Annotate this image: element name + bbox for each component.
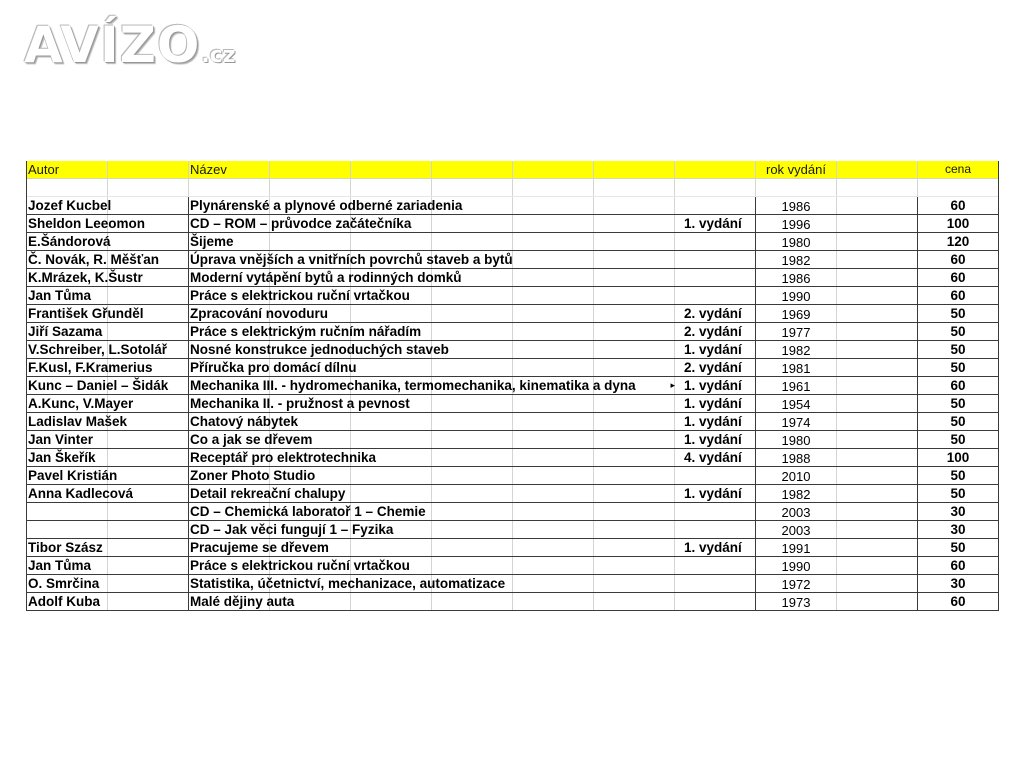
cell-price: 60	[950, 252, 966, 267]
cell-author	[28, 503, 186, 520]
cell-year: 1969	[781, 307, 811, 322]
cell-author: K.Mrázek, K.Šustr	[28, 270, 143, 285]
table-row	[26, 359, 999, 377]
cell-title: Plynárenské a plynové odberné zariadenia	[190, 198, 463, 213]
cell-year: 2003	[781, 505, 811, 520]
logo-wordmark: AVÍZO	[24, 16, 201, 74]
cell-title: CD – Chemická laboratoř 1 – Chemie	[190, 504, 426, 519]
cell-author: Jozef Kucbel	[28, 198, 112, 213]
cell-year: 1982	[781, 253, 811, 268]
cell-title: Šijeme	[190, 234, 234, 249]
table-row	[26, 575, 999, 593]
cell-price: 50	[950, 324, 966, 339]
cell-title: Práce s elektrickou ruční vrtačkou	[190, 558, 410, 573]
cell-year: 1982	[781, 343, 811, 358]
cell-title: Statistika, účetnictví, mechanizace, automatizace	[190, 576, 506, 591]
cell-edition: 1. vydání	[684, 216, 742, 231]
cell-title: Mechanika II. - pružnost a pevnost	[190, 396, 410, 411]
cell-author: Tibor Szász	[28, 540, 103, 555]
cell-author: V.Schreiber, L.Sotolář	[28, 342, 168, 357]
cell-author: Anna Kadlecová	[28, 486, 134, 501]
cell-price: 60	[950, 558, 966, 573]
cell-title: Příručka pro domácí dílnu	[190, 360, 357, 375]
table-row	[26, 431, 999, 449]
cell-title: Detail rekreační chalupy	[190, 486, 346, 501]
table-row	[26, 485, 999, 503]
avizo-logo	[24, 14, 236, 74]
cell-year: 1981	[781, 361, 811, 376]
cell-price: 120	[946, 234, 970, 249]
table-header-row	[26, 161, 999, 179]
cell-price: 60	[950, 594, 966, 609]
header-price: cena	[944, 162, 972, 176]
cell-title: Chatový nábytek	[190, 414, 299, 429]
cell-price: 30	[950, 576, 966, 591]
table-row	[26, 305, 999, 323]
cell-year: 1990	[781, 289, 811, 304]
cell-edition: 1. vydání	[684, 396, 742, 411]
table-row	[26, 215, 999, 233]
cell-title: Pracujeme se dřevem	[190, 540, 329, 555]
cell-year: 2010	[781, 469, 811, 484]
cell-price: 30	[950, 522, 966, 537]
cell-edition: 1. vydání	[684, 342, 742, 357]
cell-price: 50	[950, 540, 966, 555]
cell-title: Práce s elektrickou ruční vrtačkou	[190, 288, 410, 303]
cell-price: 50	[950, 486, 966, 501]
table-row	[26, 251, 999, 269]
cell-price: 50	[950, 396, 966, 411]
table-body	[26, 197, 999, 611]
cell-year: 1996	[781, 217, 811, 232]
cell-edition: 1. vydání	[684, 432, 742, 447]
cell-price: 60	[950, 378, 966, 393]
cell-author: Jiří Sazama	[28, 324, 103, 339]
cell-price: 60	[950, 198, 966, 213]
header-year: rok vydání	[766, 162, 826, 177]
cell-author: F.Kusl, F.Kramerius	[28, 360, 153, 375]
table-row	[26, 467, 999, 485]
cell-author: O. Smrčina	[28, 576, 100, 591]
cell-year: 1980	[781, 235, 811, 250]
cell-year: 1980	[781, 433, 811, 448]
cell-edition	[684, 269, 764, 286]
cell-edition: 1. vydání	[684, 540, 742, 555]
book-list-table	[26, 161, 999, 611]
cell-title: Mechanika III. - hydromechanika, termomechanika, kinematika a dyna ▸	[190, 377, 675, 394]
cell-year: 1973	[781, 595, 811, 610]
cell-author: A.Kunc, V.Mayer	[28, 396, 134, 411]
cell-title: Malé dějiny auta	[190, 594, 295, 609]
cell-author: Kunc – Daniel – Šidák	[28, 378, 169, 393]
cell-author: Adolf Kuba	[28, 594, 100, 609]
cell-year: 1961	[781, 379, 811, 394]
cell-author	[28, 521, 186, 538]
table-row	[26, 377, 999, 395]
logo-domain-suffix: .cz	[201, 43, 236, 68]
cell-author: Jan Tůma	[28, 558, 92, 573]
cell-year: 1990	[781, 559, 811, 574]
cell-edition	[684, 251, 764, 268]
cell-edition	[684, 233, 764, 250]
cell-author: Ladislav Mašek	[28, 414, 128, 429]
cell-edition	[684, 197, 764, 214]
cell-price: 50	[950, 414, 966, 429]
cell-year: 2003	[781, 523, 811, 538]
table-row	[26, 197, 999, 215]
cell-edition: 2. vydání	[684, 306, 742, 321]
cell-price: 50	[950, 468, 966, 483]
table-row	[26, 413, 999, 431]
cell-author: Jan Vinter	[28, 432, 94, 447]
cell-edition	[684, 503, 764, 520]
cell-author: Sheldon Leeomon	[28, 216, 146, 231]
cell-edition	[684, 575, 764, 592]
cell-title: Co a jak se dřevem	[190, 432, 313, 447]
cell-price: 30	[950, 504, 966, 519]
cell-price: 50	[950, 342, 966, 357]
cell-edition: 1. vydání	[684, 486, 742, 501]
cell-author: Č. Novák, R. Měšťan	[28, 252, 160, 267]
cell-title: Zpracování novoduru	[190, 306, 329, 321]
cell-edition	[684, 521, 764, 538]
table-row	[26, 593, 999, 611]
cell-price: 50	[950, 432, 966, 447]
table-row	[26, 323, 999, 341]
cell-title: Práce s elektrickým ručním nářadím	[190, 324, 422, 339]
table-row	[26, 233, 999, 251]
cell-edition: 2. vydání	[684, 360, 742, 375]
cell-price: 50	[950, 306, 966, 321]
cell-title: Moderní vytápění bytů a rodinných domků	[190, 270, 462, 285]
cell-edition	[684, 467, 764, 484]
table-row	[26, 287, 999, 305]
cell-price: 50	[950, 360, 966, 375]
cell-author: Pavel Kristián	[28, 468, 118, 483]
cell-price: 100	[946, 216, 970, 231]
table-spacer-row	[26, 179, 999, 197]
cell-year: 1986	[781, 199, 811, 214]
header-title: Název	[190, 162, 227, 177]
header-author: Autor	[28, 162, 60, 177]
cell-year: 1991	[781, 541, 811, 556]
table-row	[26, 503, 999, 521]
table-row	[26, 557, 999, 575]
cell-edition: 4. vydání	[684, 450, 742, 465]
cell-edition: 2. vydání	[684, 324, 742, 339]
table-row	[26, 395, 999, 413]
cell-title: Receptář pro elektrotechnika	[190, 450, 377, 465]
table-row	[26, 341, 999, 359]
cell-author: Jan Tůma	[28, 288, 92, 303]
table-row	[26, 539, 999, 557]
cell-author: Jan Škeřík	[28, 450, 96, 465]
cell-price: 60	[950, 270, 966, 285]
cell-author: František Gřunděl	[28, 306, 144, 321]
cell-year: 1972	[781, 577, 811, 592]
cell-year: 1982	[781, 487, 811, 502]
cell-year: 1954	[781, 397, 811, 412]
cell-title: Úprava vnějších a vnitřních povrchů staveb a bytů	[190, 252, 513, 267]
cell-edition	[684, 287, 764, 304]
cell-year: 1988	[781, 451, 811, 466]
cell-year: 1977	[781, 325, 811, 340]
cell-title: Zoner Photo Studio	[190, 468, 316, 483]
cell-year: 1974	[781, 415, 811, 430]
cell-edition	[684, 557, 764, 574]
cell-edition: 1. vydání	[684, 378, 742, 393]
table-row	[26, 269, 999, 287]
cell-price: 100	[946, 450, 970, 465]
cell-edition: 1. vydání	[684, 414, 742, 429]
cell-author: E.Šándorová	[28, 234, 111, 249]
table-row	[26, 521, 999, 539]
cell-title: CD – Jak věci fungují 1 – Fyzika	[190, 522, 394, 537]
cell-title: Nosné konstrukce jednoduchých staveb	[190, 342, 449, 357]
cell-price: 60	[950, 288, 966, 303]
cell-year: 1986	[781, 271, 811, 286]
cell-title: CD – ROM – průvodce začátečníka	[190, 216, 412, 231]
table-row	[26, 449, 999, 467]
cell-edition	[684, 593, 764, 610]
